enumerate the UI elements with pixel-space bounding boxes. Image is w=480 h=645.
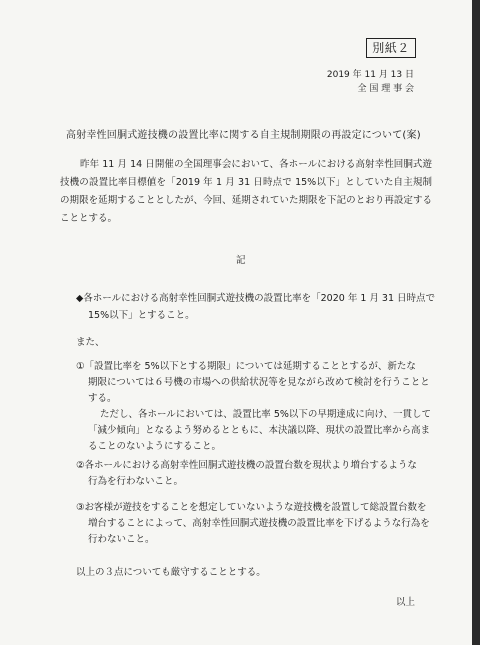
end-mark: 以上 <box>396 597 416 608</box>
item-3-continuation: 増台することによって、高射幸性回胴式遊技機の設置比率を下げるような行為を行わないこと。 <box>88 518 430 545</box>
list-item-3 <box>76 500 438 548</box>
document-date: 2019 年 11 月 13 日 <box>326 70 414 80</box>
list-item-2 <box>76 458 438 490</box>
item-2-continuation: 行為を行わないこと。 <box>88 476 184 487</box>
item-1-continuation: 期限については６号機の市場への供給状況等を見ながら改めて検討を行うこととする。 <box>88 377 430 404</box>
item-2-line-1: ②各ホールにおける高射幸性回胴式遊技機の設置台数を現状より増台するような <box>76 460 417 471</box>
item-3-line-1: ③お客様が遊技をすることを想定していないような遊技機を設置して総設置台数を <box>76 502 427 513</box>
item-1-line-1: ①「設置比率を 5%以下とする期限」については延期することとするが、新たな <box>76 361 416 372</box>
bullet-line-1: ◆各ホールにおける高射幸性回胴式遊技機の設置比率を「2020 年 1 月 31 日時点で <box>76 293 436 304</box>
organization-name: 全 国 理 事 会 <box>357 84 414 94</box>
intro-paragraph: 昨年 11 月 14 日開催の全国理事会において、各ホールにおける高射幸性回胴式遊技機の設置比率目標値を「2019 年 1 月 31 日時点で 15%以下」としていた自主規制の期限を延期することとしたが、今回、延期されていた期限を下記のとおり再設定することとする。 <box>60 159 432 224</box>
date-block <box>327 68 414 96</box>
attachment-label: 別紙２ <box>366 38 416 58</box>
bullet-item <box>76 290 436 324</box>
bullet-line-2: 15%以下」とすること。 <box>88 310 195 321</box>
closing-sentence: 以上の３点についても厳守することとする。 <box>76 567 266 578</box>
ki-heading: 記 <box>236 255 246 266</box>
mata-text: また、 <box>76 337 105 348</box>
list-item-1 <box>76 359 438 455</box>
document-title: 高射幸性回胴式遊技機の設置比率に関する自主規制期限の再設定について(案) <box>66 130 421 141</box>
item-1-proviso: ただし、各ホールにおいては、設置比率 5%以下の早期達成に向け、一貫して「減少傾向」となるよう努めるとともに、本決議以降、現状の設置比率から高まることのないようにすること。 <box>88 409 432 452</box>
